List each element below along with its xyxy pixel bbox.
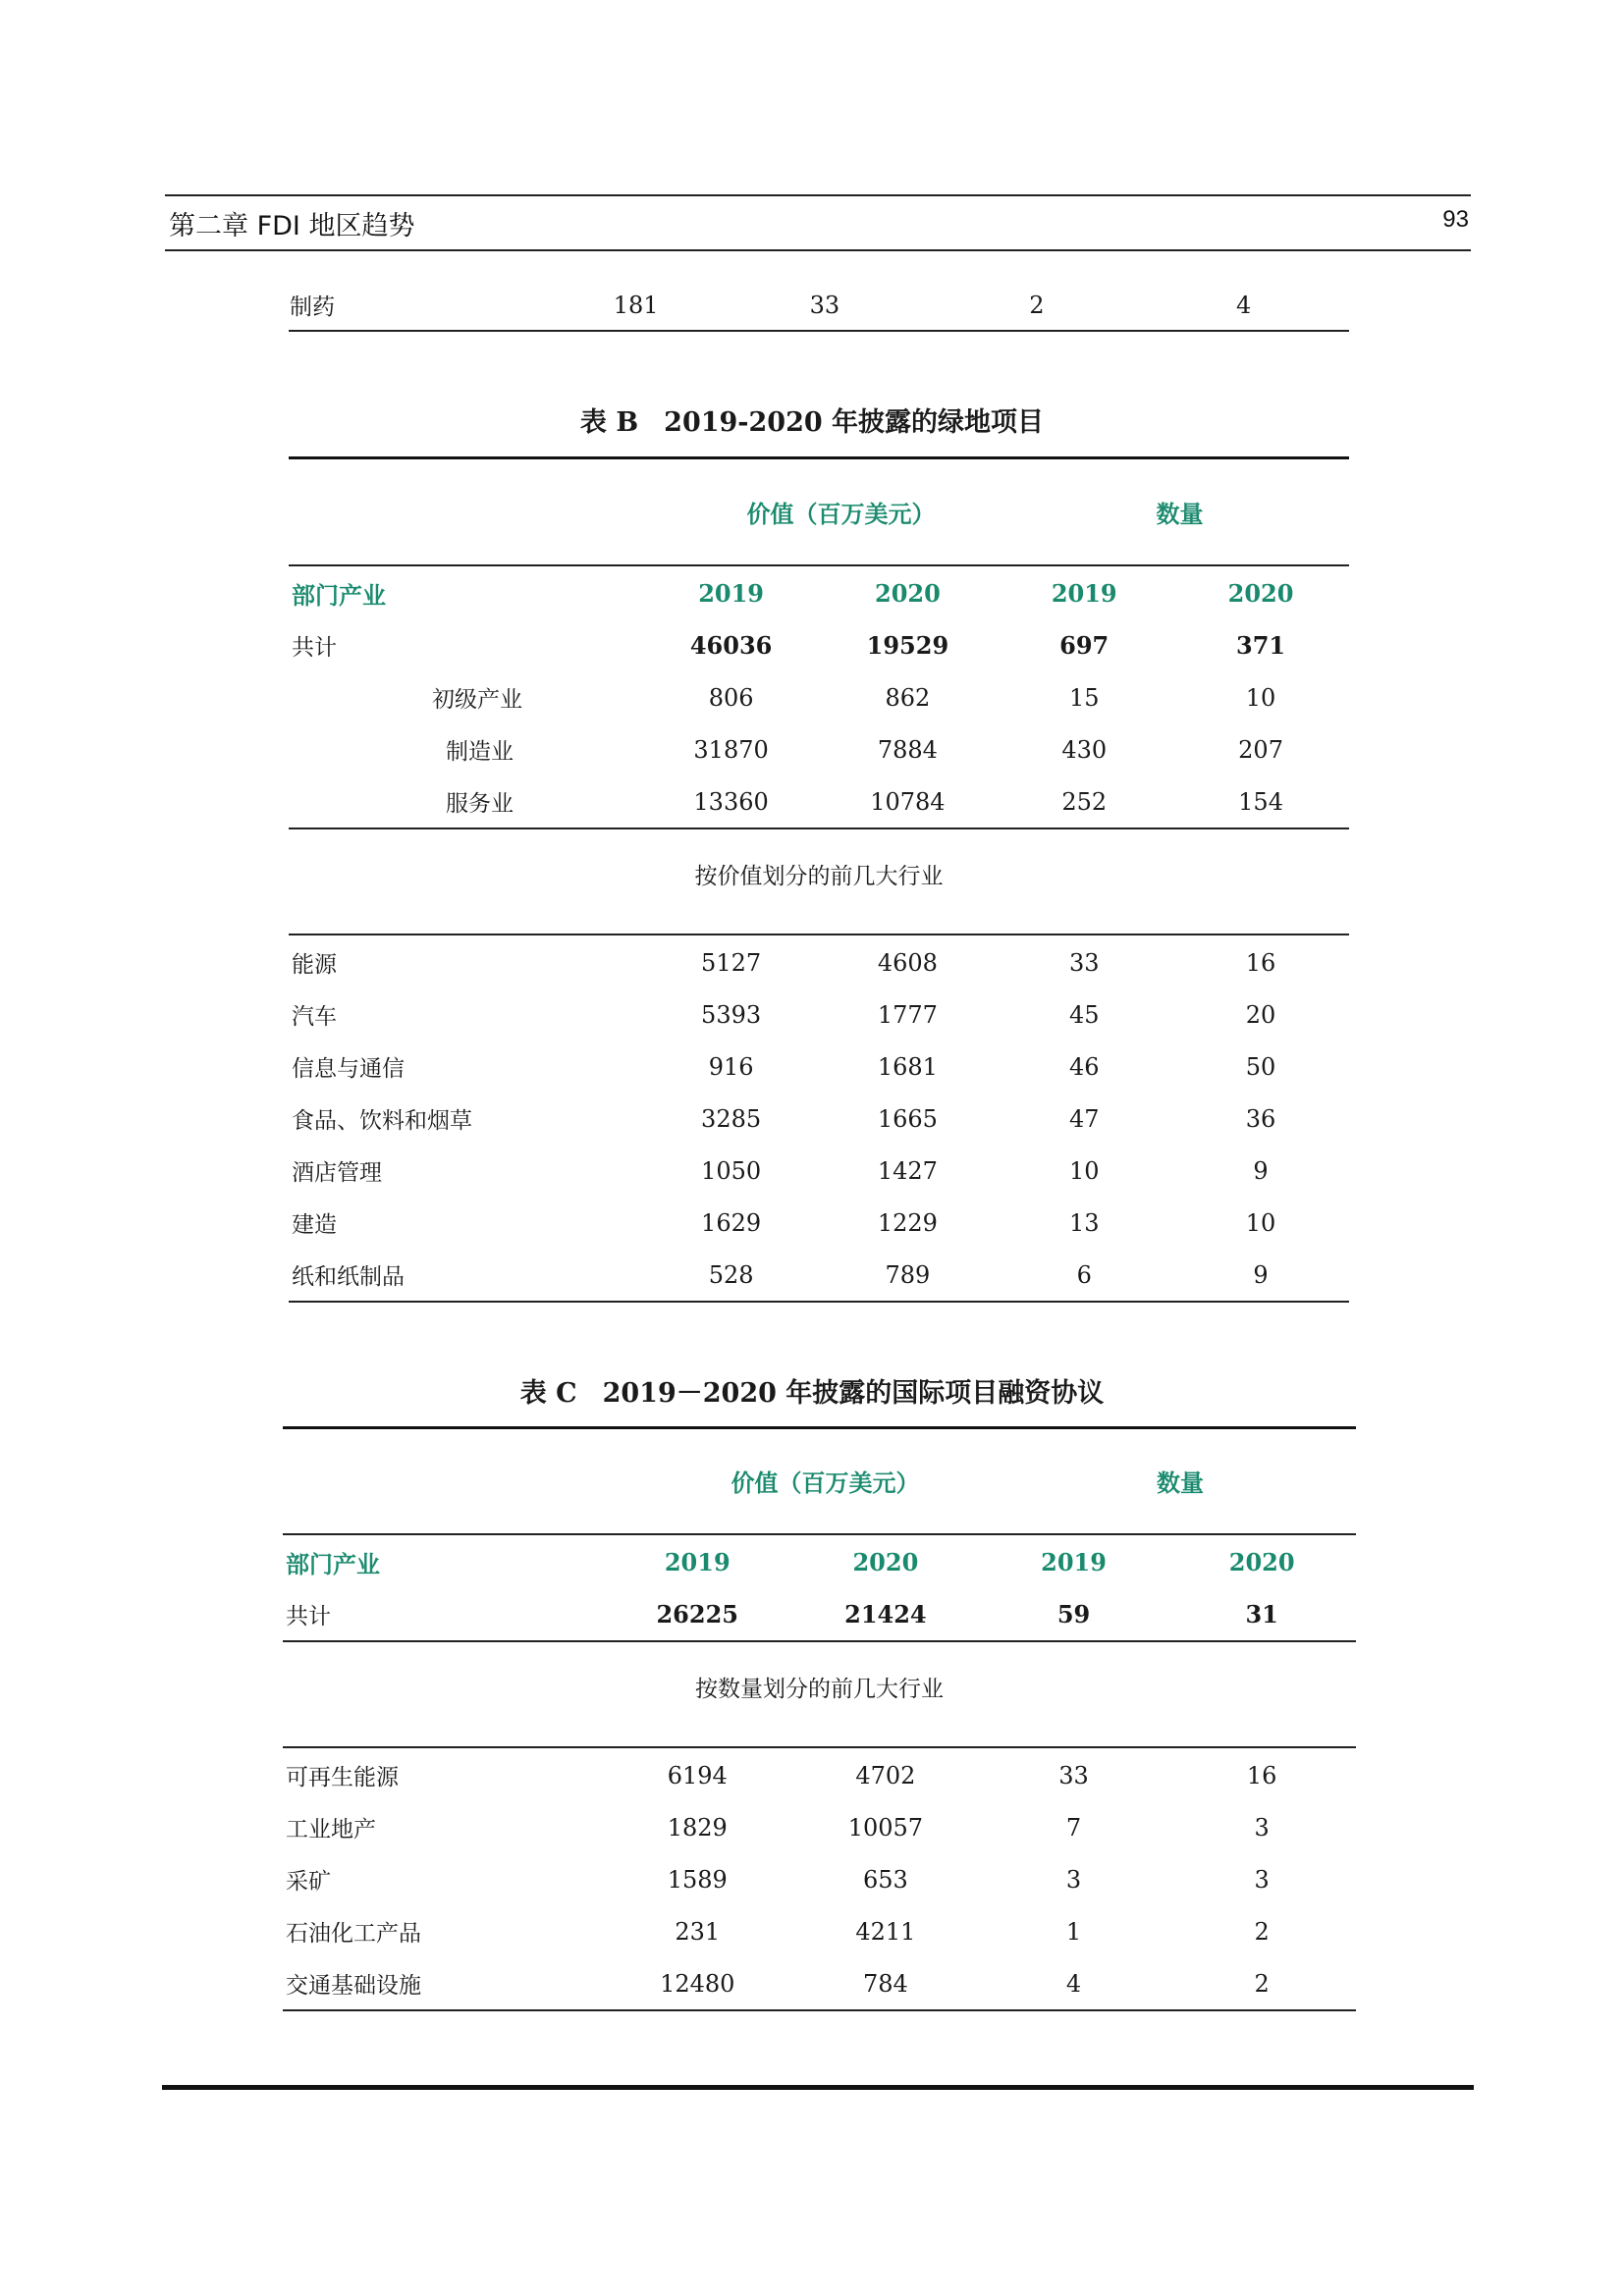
cell: 6194	[667, 1761, 728, 1789]
table-c-section-title: 按数量划分的前几大行业	[695, 1677, 944, 1702]
cell: 33	[1058, 1761, 1089, 1789]
running-header	[165, 194, 1471, 251]
cell: 1629	[701, 1208, 762, 1237]
group-count-header: 数量	[1157, 1469, 1204, 1497]
table-rule	[283, 1426, 1356, 1429]
page-number: 93	[1442, 206, 1469, 233]
cell: 3	[1254, 1813, 1270, 1842]
cell: 5127	[701, 948, 762, 977]
table-b-industries	[289, 936, 1349, 1301]
row-label: 酒店管理	[292, 1160, 382, 1186]
table-c-title: 2019－2020 年披露的国际项目融资协议	[602, 1378, 1105, 1409]
cell: 26225	[656, 1600, 738, 1629]
table-rule	[283, 1746, 1356, 1748]
table-row	[289, 1197, 1349, 1249]
cell: 33	[1068, 948, 1100, 977]
cell: 4211	[855, 1917, 916, 1946]
cell: 2	[1254, 1917, 1270, 1946]
table-rule	[289, 456, 1349, 459]
cell: 862	[885, 683, 931, 712]
cell: 1665	[877, 1104, 938, 1133]
cell: 16	[1246, 1761, 1277, 1789]
cell: 45	[1068, 1000, 1100, 1029]
cell: 4	[1235, 291, 1252, 319]
cell: 3285	[701, 1104, 762, 1133]
column-header: 2019	[1051, 579, 1117, 608]
table-row	[289, 1041, 1349, 1093]
row-label: 纸和纸制品	[292, 1264, 405, 1290]
table-b-group-header	[289, 486, 1349, 538]
cell: 653	[862, 1865, 908, 1894]
cell: 1777	[877, 1000, 938, 1029]
cell: 19529	[866, 631, 949, 660]
row-label: 石油化工产品	[286, 1921, 421, 1947]
cell: 21424	[844, 1600, 927, 1629]
total-row	[289, 619, 1349, 671]
column-header-sector: 部门产业	[292, 582, 386, 610]
cell: 4	[1065, 1969, 1082, 1998]
row-label: 采矿	[286, 1869, 331, 1895]
row-label: 能源	[292, 952, 337, 978]
cell: 20	[1245, 1000, 1276, 1029]
row-label: 服务业	[446, 791, 514, 817]
cell: 1050	[701, 1156, 762, 1185]
cell: 252	[1061, 787, 1108, 816]
cell: 789	[885, 1260, 931, 1289]
row-label: 交通基础设施	[286, 1973, 421, 1999]
row-label: 共计	[286, 1604, 331, 1629]
column-header: 2020	[875, 579, 941, 608]
row-label: 建造	[292, 1212, 337, 1238]
cell: 2	[1029, 291, 1045, 319]
cell: 10	[1245, 683, 1276, 712]
table-rule	[289, 564, 1349, 566]
row-label: 工业地产	[286, 1817, 376, 1842]
cell: 3	[1254, 1865, 1270, 1894]
total-row	[283, 1588, 1356, 1640]
table-rule	[289, 934, 1349, 935]
cell: 4702	[855, 1761, 916, 1789]
cell: 9	[1253, 1260, 1269, 1289]
cell: 4608	[877, 948, 938, 977]
row-label: 制药	[290, 294, 335, 320]
footer-rule	[162, 2085, 1474, 2090]
table-row	[289, 775, 1349, 828]
table-rule	[289, 330, 1349, 332]
table-row	[283, 1749, 1356, 1801]
cell: 3	[1065, 1865, 1082, 1894]
cell: 528	[708, 1260, 754, 1289]
cell: 10057	[847, 1813, 924, 1842]
cell: 47	[1068, 1104, 1100, 1133]
table-c-group-header	[283, 1455, 1356, 1507]
table-b-tag: 表 B	[579, 407, 639, 438]
cell: 430	[1061, 735, 1108, 764]
table-row	[289, 486, 1349, 538]
chapter-title: 第二章 FDI 地区趋势	[169, 211, 415, 241]
cell: 15	[1068, 683, 1100, 712]
group-value-header: 价值（百万美元）	[746, 501, 936, 528]
cell: 2	[1254, 1969, 1270, 1998]
cell: 10784	[870, 787, 946, 816]
row-label: 汽车	[292, 1004, 337, 1030]
cell: 33	[809, 291, 840, 319]
row-label: 可再生能源	[286, 1765, 399, 1790]
cell: 5393	[701, 1000, 762, 1029]
cell: 31	[1245, 1600, 1278, 1629]
column-header: 2020	[852, 1548, 919, 1576]
table-row	[283, 1853, 1356, 1905]
cell: 7	[1065, 1813, 1082, 1842]
table-c-industries	[283, 1749, 1356, 2009]
row-label: 初级产业	[432, 687, 522, 713]
cell: 1589	[667, 1865, 728, 1894]
column-header-row	[289, 567, 1349, 619]
cell: 36	[1245, 1104, 1276, 1133]
table-c-tag: 表 C	[519, 1378, 577, 1409]
column-header: 2019	[698, 579, 764, 608]
cell: 59	[1056, 1600, 1091, 1629]
group-count-header: 数量	[1156, 501, 1204, 528]
table-b-caption	[0, 400, 1624, 439]
cell: 12480	[660, 1969, 735, 1998]
cell: 1681	[877, 1052, 938, 1081]
table-rule	[289, 828, 1349, 829]
table-row	[289, 1093, 1349, 1145]
cell: 1427	[877, 1156, 938, 1185]
cell: 916	[708, 1052, 754, 1081]
row-label: 食品、饮料和烟草	[292, 1108, 472, 1134]
group-value-header: 价值（百万美元）	[731, 1469, 920, 1497]
cell: 46	[1068, 1052, 1100, 1081]
cell: 806	[708, 683, 754, 712]
cell: 1	[1065, 1917, 1082, 1946]
column-header: 2020	[1227, 579, 1294, 608]
table-rule	[283, 1640, 1356, 1642]
cell: 46036	[689, 631, 773, 660]
cell: 10	[1245, 1208, 1276, 1237]
cell: 154	[1238, 787, 1283, 816]
cell: 697	[1059, 631, 1110, 660]
table-rule	[283, 2009, 1356, 2011]
table-row	[289, 936, 1349, 988]
table-b-title: 2019-2020 年披露的绿地项目	[664, 407, 1045, 438]
column-header-row	[283, 1536, 1356, 1588]
cell: 231	[675, 1917, 721, 1946]
cell: 13	[1068, 1208, 1100, 1237]
table-c-caption	[0, 1371, 1624, 1410]
table-row	[289, 1145, 1349, 1197]
table-row	[283, 1455, 1356, 1507]
table-row	[283, 1957, 1356, 2009]
cell: 7884	[877, 735, 938, 764]
cell: 6	[1076, 1260, 1092, 1289]
cell: 9	[1253, 1156, 1269, 1185]
cell: 10	[1068, 1156, 1100, 1185]
cell: 16	[1245, 948, 1276, 977]
table-rule	[289, 1301, 1349, 1303]
row-label: 信息与通信	[292, 1056, 405, 1082]
table-b-body	[289, 567, 1349, 828]
cell: 181	[613, 291, 659, 319]
table-b-section-title: 按价值划分的前几大行业	[694, 864, 944, 889]
cell: 31870	[693, 735, 769, 764]
cell: 1829	[667, 1813, 728, 1842]
cell: 13360	[693, 787, 769, 816]
column-header: 2019	[1041, 1548, 1107, 1576]
continued-table	[287, 279, 1347, 331]
table-row	[289, 988, 1349, 1041]
table-row	[289, 723, 1349, 775]
column-header: 2019	[664, 1548, 731, 1576]
cell: 784	[862, 1969, 908, 1998]
cell: 207	[1238, 735, 1283, 764]
cell: 371	[1236, 631, 1286, 660]
row-label: 制造业	[446, 739, 514, 765]
cell: 50	[1245, 1052, 1276, 1081]
row-label: 共计	[292, 635, 337, 661]
table-row	[289, 671, 1349, 723]
table-row	[283, 1801, 1356, 1853]
table-rule	[283, 1533, 1356, 1535]
column-header-sector: 部门产业	[286, 1551, 380, 1578]
table-row	[287, 279, 1347, 331]
table-row	[283, 1905, 1356, 1957]
table-c-body	[283, 1536, 1356, 1640]
cell: 1229	[877, 1208, 938, 1237]
column-header: 2020	[1228, 1548, 1295, 1576]
table-row	[289, 1249, 1349, 1301]
